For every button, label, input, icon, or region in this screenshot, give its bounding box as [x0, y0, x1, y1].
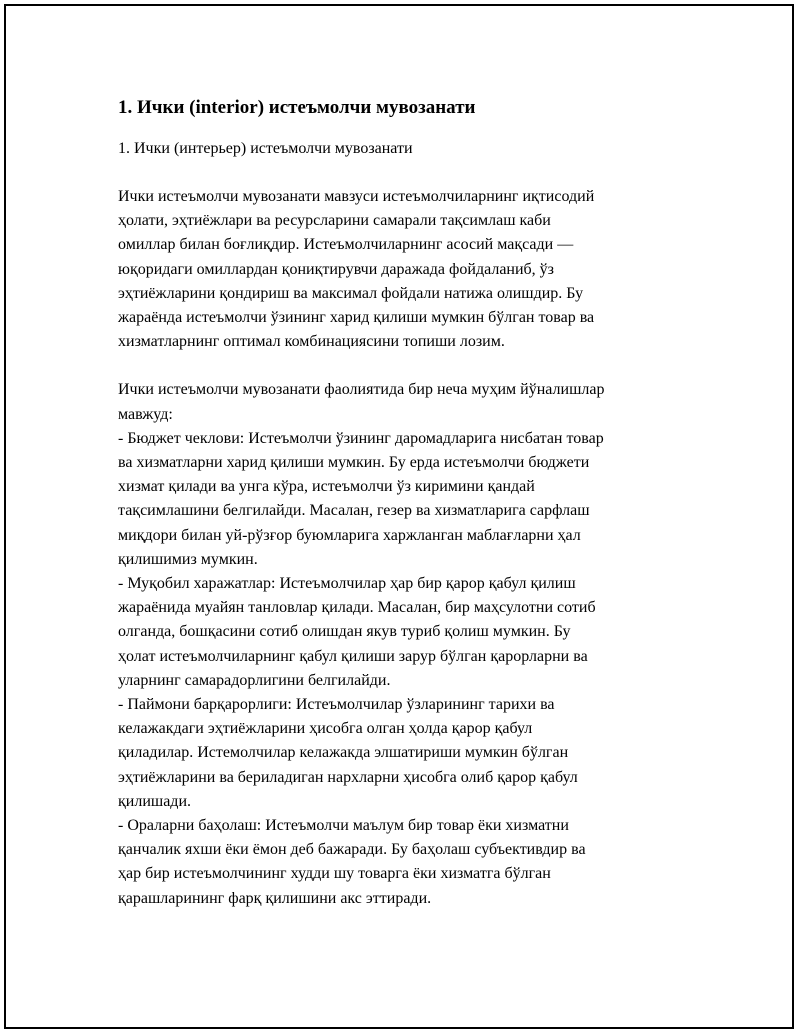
text-line: қилишади. — [118, 792, 192, 810]
text-line: тақсимлашини белгилайди. Масалан, гезер ва хизматларига сарфлаш — [118, 502, 590, 520]
paragraph-directions — [118, 378, 678, 910]
document-subtitle: 1. Ички (интерьер) истеъмолчи мувозанати — [118, 140, 413, 157]
text-line: келажакдаги эҳтиёжларини ҳисобга олган ҳолда қарор қабул — [118, 720, 533, 738]
text-line: Ички истеъмолчи мувозанати фаолиятида бир неча муҳим йўналишлар — [118, 381, 605, 399]
text-line: жараёнида муайян танловлар қилади. Масалан, бир маҳсулотни сотиб — [118, 599, 596, 617]
text-line: ҳолати, эҳтиёжлари ва ресурсларини самарали тақсимлаш каби — [118, 212, 551, 230]
text-line: олганда, бошқасини сотиб олишдан якув туриб қолиш мумкин. Бу — [118, 623, 571, 641]
text-line: уларнинг самарадорлигини белгилайди. — [118, 671, 391, 689]
list-item-stability: - Паймони барқарорлиги: Истеъмолчилар ўзларининг тарихи ва — [118, 696, 555, 714]
text-line: қанчалик яхши ёки ёмон деб бажаради. Бу баҳолаш субъективдир ва — [118, 841, 586, 859]
text-line: қилишимиз мумкин. — [118, 550, 258, 568]
text-line: эҳтиёжларини ва бериладиган нархларни ҳисобга олиб қарор қабул — [118, 768, 578, 786]
text-line: хизматларнинг оптимал комбинациясини топиши лозим. — [118, 333, 505, 351]
document-heading: 1. Ички (interior) истеъмолчи мувозанати — [118, 97, 476, 118]
list-item-budget: - Бюджет чеклови: Истеъмолчи ўзининг даромадларига нисбатан товар — [118, 429, 604, 447]
text-line: ҳар бир истеъмолчининг худди шу товарга ёки хизматга бўлган — [118, 865, 551, 883]
text-line: қиладилар. Истемолчилар келажакда элшатириши мумкин бўлган — [118, 744, 569, 762]
text-line: хизмат қилади ва унга кўра, истеъмолчи ўз киримини қандай — [118, 478, 535, 496]
paragraph-intro — [118, 185, 678, 354]
text-line: жараёнда истеъмолчи ўзининг харид қилиши мумкин бўлган товар ва — [118, 309, 595, 327]
text-line: қарашларининг фарқ қилишини акс эттиради. — [118, 889, 432, 907]
text-line: омиллар билан боғлиқдир. Истеъмолчиларнинг асосий мақсади — — [118, 236, 574, 254]
text-line: эҳтиёжларини қондириш ва максимал фойдали натижа олишдир. Бу — [118, 284, 584, 302]
list-item-alternative-costs: - Муқобил харажатлар: Истеъмолчилар ҳар бир қарор қабул қилиш — [118, 575, 576, 593]
text-line: ҳолат истеъмолчиларнинг қабул қилиши зарур бўлган қарорларни ва — [118, 647, 588, 665]
document-body — [118, 95, 678, 911]
text-line: ва хизматларни харид қилиши мумкин. Бу ерда истеъмолчи бюджети — [118, 454, 590, 472]
text-line: миқдори билан уй-рўзғор буюмларига харжланган маблағларни ҳал — [118, 526, 581, 544]
list-item-evaluation: - Ораларни баҳолаш: Истеъмолчи маълум бир товар ёки хизматни — [118, 817, 569, 835]
text-line: юқоридаги омиллардан қониқтирувчи даражада фойдаланиб, ўз — [118, 260, 554, 278]
text-line: мавжуд: — [118, 405, 173, 423]
text-line: Ички истеъмолчи мувозанати мавзуси истеъмолчиларнинг иқтисодий — [118, 188, 595, 205]
